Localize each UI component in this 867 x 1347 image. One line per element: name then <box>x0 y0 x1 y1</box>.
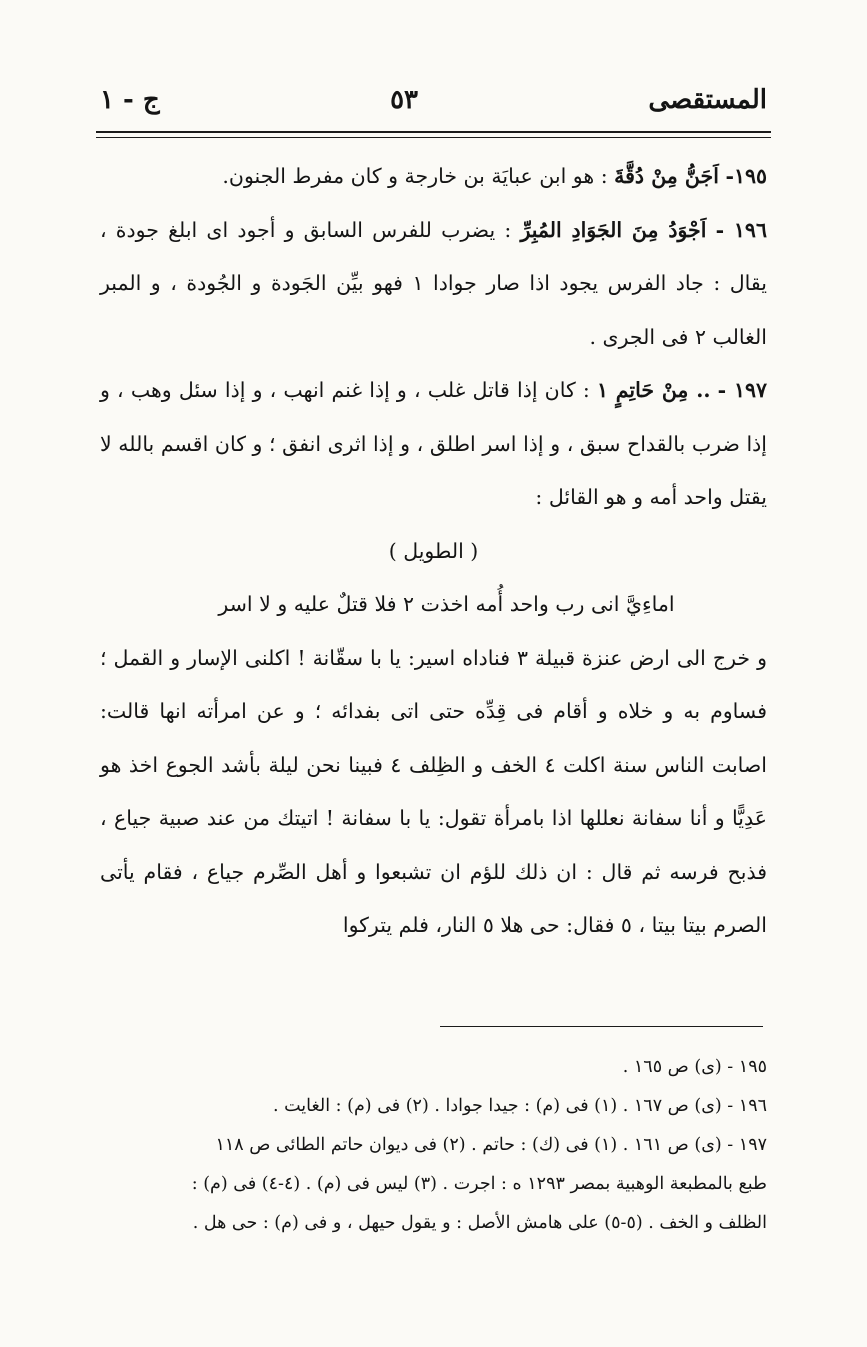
entry-text: : كان إذا قاتل غلب ، و إذا غنم انهب ، و إذا سئل وهب ، و إذا ضرب بالقداح سبق ، و إذا اسر اطلق ، و إذا اثرى انفق ؛ و كان اقسم بالله لا يقتل واحد أمه و هو القائل : <box>100 378 767 509</box>
footnote-line: الظلف و الخف . (٥-٥) على هامش الأصل : و يقول حيهل ، و فى (م) : حى هل . <box>192 1213 767 1233</box>
header-rule-thick <box>96 131 771 133</box>
entry-number: ١٩٦ - <box>715 217 767 242</box>
entry-number: ١٩٧ - <box>717 378 767 402</box>
entry-196 <box>100 204 767 365</box>
entry-headword: اَجْوَدُ مِنَ الجَوَادِ المُبِرِّ <box>520 217 707 242</box>
verse-first-hemistich: اماءِيَّ انى رب واحد أُمه <box>475 592 675 616</box>
footnote-line: ١٩٧ - (ى) ص ١٦١ . (١) فى (ك) : حاتم . (٢) فى ديوان حاتم الطائى ص ١١٨ <box>215 1135 767 1155</box>
entry-197 <box>100 364 767 525</box>
entry-195 <box>100 150 767 204</box>
footnote-line: ١٩٦ - (ى) ص ١٦٧ . (١) فى (م) : جيدا جوادا . (٢) فى (م) : الغايت . <box>272 1096 767 1116</box>
footnote-rule <box>440 1026 763 1027</box>
verse-meter: ( الطويل ) <box>388 538 479 563</box>
footnote-line: ١٩٥ - (ى) ص ١٦٥ . <box>622 1057 767 1077</box>
verse-line <box>100 578 767 632</box>
footnote-line: طبع بالمطبعة الوهبية بمصر ١٢٩٣ ه : اجرت . (٣) ليس فى (م) . (٤-٤) فى (م) : <box>191 1174 767 1194</box>
volume-label: ج - ١ <box>100 85 160 115</box>
entry-text: : هو ابن عبايَة بن خارجة و كان مفرط الجنون. <box>222 164 608 188</box>
page-number: ٥٣ <box>390 85 418 115</box>
entry-text: : يضرب للفرس السابق و أجود اى ابلغ جودة ، يقال : جاد الفرس يجود اذا صار جوادا ١ فهو بيِّن الجَودة و الجُودة ، و المبر الغالب ٢ فى الجرى . <box>100 217 767 349</box>
book-title: المستقصى <box>648 85 767 115</box>
entry-headword: .. مِنْ حَاتِمٍ ١ <box>596 378 711 402</box>
entry-197-continuation: و خرج الى ارض عنزة قبيلة ٣ فناداه اسير: يا با سقّانة ! اكلنى الإسار و القمل ؛ فساوم به و خلاه و أقام فى قِدِّه حتى اتى بفدائه ؛ و عن امرأته انها قالت: اصابت الناس سنة اكلت ٤ الخف و الظِلف ٤ فبينا نحن ليلة بأشد الجوع اخذ هو عَدِيًّا و أنا سفانة نعللها اذا بامرأة تقول: يا با سفانة ! اتيتك من عند صبية جياع ، فذبح فرسه ثم قال : ان ذلك للؤم ان تشبعوا و أهل الصِّرم جياع ، فقام يأتى الصرم بيتا بيتا ، ٥ فقال: حى هلا ٥ النار، فلم يتركوا <box>100 645 767 937</box>
entry-number: ١٩٥- <box>725 164 767 188</box>
entry-headword: اَجَنُّ مِنْ دُقَّةَ <box>614 164 719 188</box>
main-text <box>100 150 767 953</box>
header-rule-thin <box>96 137 771 138</box>
footnotes <box>100 1048 767 1243</box>
verse-second-hemistich: اخذت ٢ فلا قتلٌ عليه و لا اسر <box>218 592 469 616</box>
page-header <box>100 78 767 122</box>
